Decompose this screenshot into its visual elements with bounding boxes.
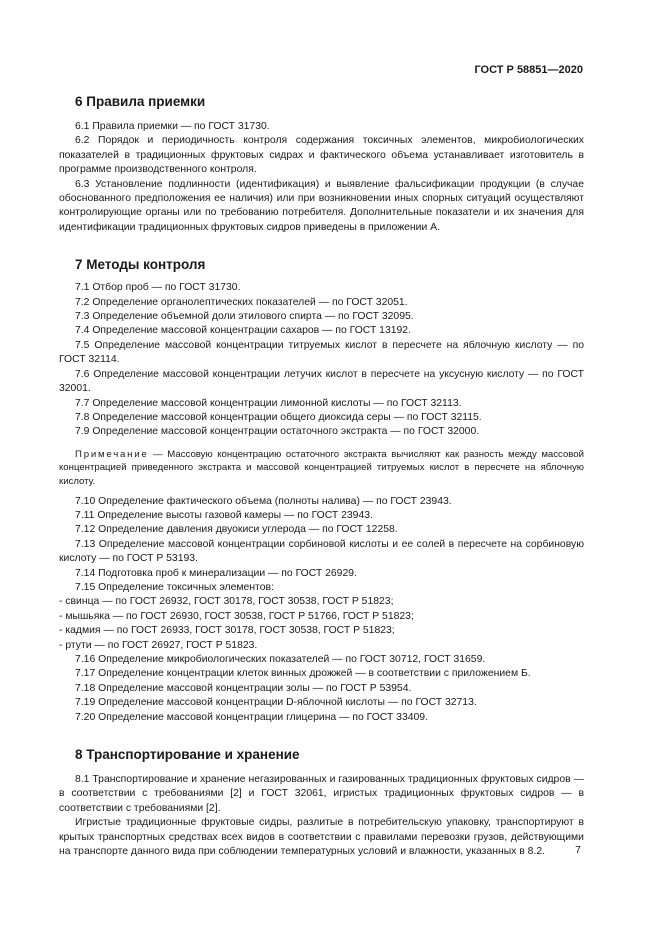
item-7-20: 7.20 Определение массовой концентрации глицерина — по ГОСТ 33409. — [75, 711, 428, 723]
page-content — [59, 94, 584, 859]
item-7-2: 7.2 Определение органолептических показателей — по ГОСТ 32051. — [75, 296, 408, 308]
section-6-title: 6 Правила приемки — [75, 94, 206, 109]
item-7-17: 7.17 Определение концентрации клеток винных дрожжей — в соответствии с приложением Б. — [75, 668, 531, 680]
paragraph-8-1: 8.1 Транспортирование и хранение негазированных и газированных традиционных фруктовых сидров — в соответствии с требованиями [2] и ГОСТ 32061, игристых традиционных фруктовых сидров — в соответствии с требованиями [2]. — [59, 774, 584, 814]
item-7-16: 7.16 Определение микробиологических показателей — по ГОСТ 30712, ГОСТ 31659. — [75, 653, 486, 665]
section-8-title: 8 Транспортирование и хранение — [75, 747, 300, 762]
item-7-13: 7.13 Определение массовой концентрации сорбиновой кислоты и ее солей в пересчете на сорбиновую кислоту — по ГОСТ Р 53193. — [59, 538, 584, 565]
item-7-15: 7.15 Определение токсичных элементов: — [75, 581, 274, 593]
item-7-7: 7.7 Определение массовой концентрации лимонной кислоты — по ГОСТ 32113. — [75, 397, 462, 409]
toxic-lead: - свинца — по ГОСТ 26932, ГОСТ 30178, ГОСТ 30538, ГОСТ Р 51823; — [59, 596, 394, 608]
item-7-5: 7.5 Определение массовой концентрации титруемых кислот в пересчете на яблочную кислоту — по ГОСТ 32114. — [59, 339, 584, 366]
document-code: ГОСТ Р 58851—2020 — [474, 64, 583, 76]
item-7-4: 7.4 Определение массовой концентрации сахаров — по ГОСТ 13192. — [75, 325, 411, 337]
toxic-mercury: - ртути — по ГОСТ 26927, ГОСТ Р 51823. — [59, 639, 258, 651]
item-7-6: 7.6 Определение массовой концентрации летучих кислот в пересчете на уксусную кислоту — по ГОСТ 32001. — [59, 368, 584, 395]
note-label: Примечание — [75, 448, 149, 460]
item-7-19: 7.19 Определение массовой концентрации D-яблочной кислоты — по ГОСТ 32713. — [75, 697, 477, 709]
item-7-3: 7.3 Определение объемной доли этилового спирта — по ГОСТ 32095. — [75, 311, 414, 323]
item-7-9: 7.9 Определение массовой концентрации остаточного экстракта — по ГОСТ 32000. — [75, 426, 480, 438]
item-7-18: 7.18 Определение массовой концентрации золы — по ГОСТ Р 53954. — [75, 682, 412, 694]
note — [59, 448, 584, 489]
paragraph-6-2: 6.2 Порядок и периодичность контроля содержания токсичных элементов, микробиологических показателей в традиционных фруктовых сидрах и фактического объема устанавливает изготовитель в программе производственного контроля. — [59, 135, 584, 176]
item-7-8: 7.8 Определение массовой концентрации общего диоксида серы — по ГОСТ 32115. — [75, 411, 482, 423]
item-7-10: 7.10 Определение фактического объема (полноты налива) — по ГОСТ 23943. — [75, 495, 452, 507]
toxic-cadmium: - кадмия — по ГОСТ 26933, ГОСТ 30178, ГОСТ 30538, ГОСТ Р 51823; — [59, 625, 395, 637]
toxic-arsenic: - мышьяка — по ГОСТ 26930, ГОСТ 30538, ГОСТ Р 51766, ГОСТ Р 51823; — [59, 610, 414, 622]
item-7-12: 7.12 Определение давления двуокиси углерода — по ГОСТ 12258. — [75, 524, 398, 536]
item-7-11: 7.11 Определение высоты газовой камеры — по ГОСТ 23943. — [75, 509, 373, 521]
section-7-title: 7 Методы контроля — [75, 257, 206, 273]
item-7-1: 7.1 Отбор проб — по ГОСТ 31730. — [75, 282, 241, 294]
paragraph-6-1: 6.1 Правила приемки — по ГОСТ 31730. — [75, 121, 270, 132]
note-text: — Массовую концентрацию остаточного экстракта вычисляют как разность между массовой концентрацией приведенного экстракта и массовой концентрацией титруемых кислот в пересчете на яблочную кислоту. — [59, 448, 584, 487]
page-number: 7 — [575, 844, 581, 856]
paragraph-6-3: 6.3 Установление подлинности (идентификация) и выявление фальсификации продукции (в случае обоснованного предположения ее наличия) или при возникновении иных спорных ситуаций осуществляют контролирующие органы или по требованию потребителя. Дополнительные показатели и их значения для идентификации традиционных фруктовых сидров приведены в приложении А. — [59, 178, 584, 233]
paragraph-8-1-sparkling: Игристые традиционные фруктовые сидры, разлитые в потребительскую упаковку, транспортируют в крытых транспортных средствах всех видов в соответствии с правилами перевозки грузов, действующими на транспорте данного вида при соблюдении температурных условий и влажности, указанных в 8.2. — [59, 817, 584, 858]
item-7-14: 7.14 Подготовка проб к минерализации — по ГОСТ 26929. — [75, 567, 357, 579]
